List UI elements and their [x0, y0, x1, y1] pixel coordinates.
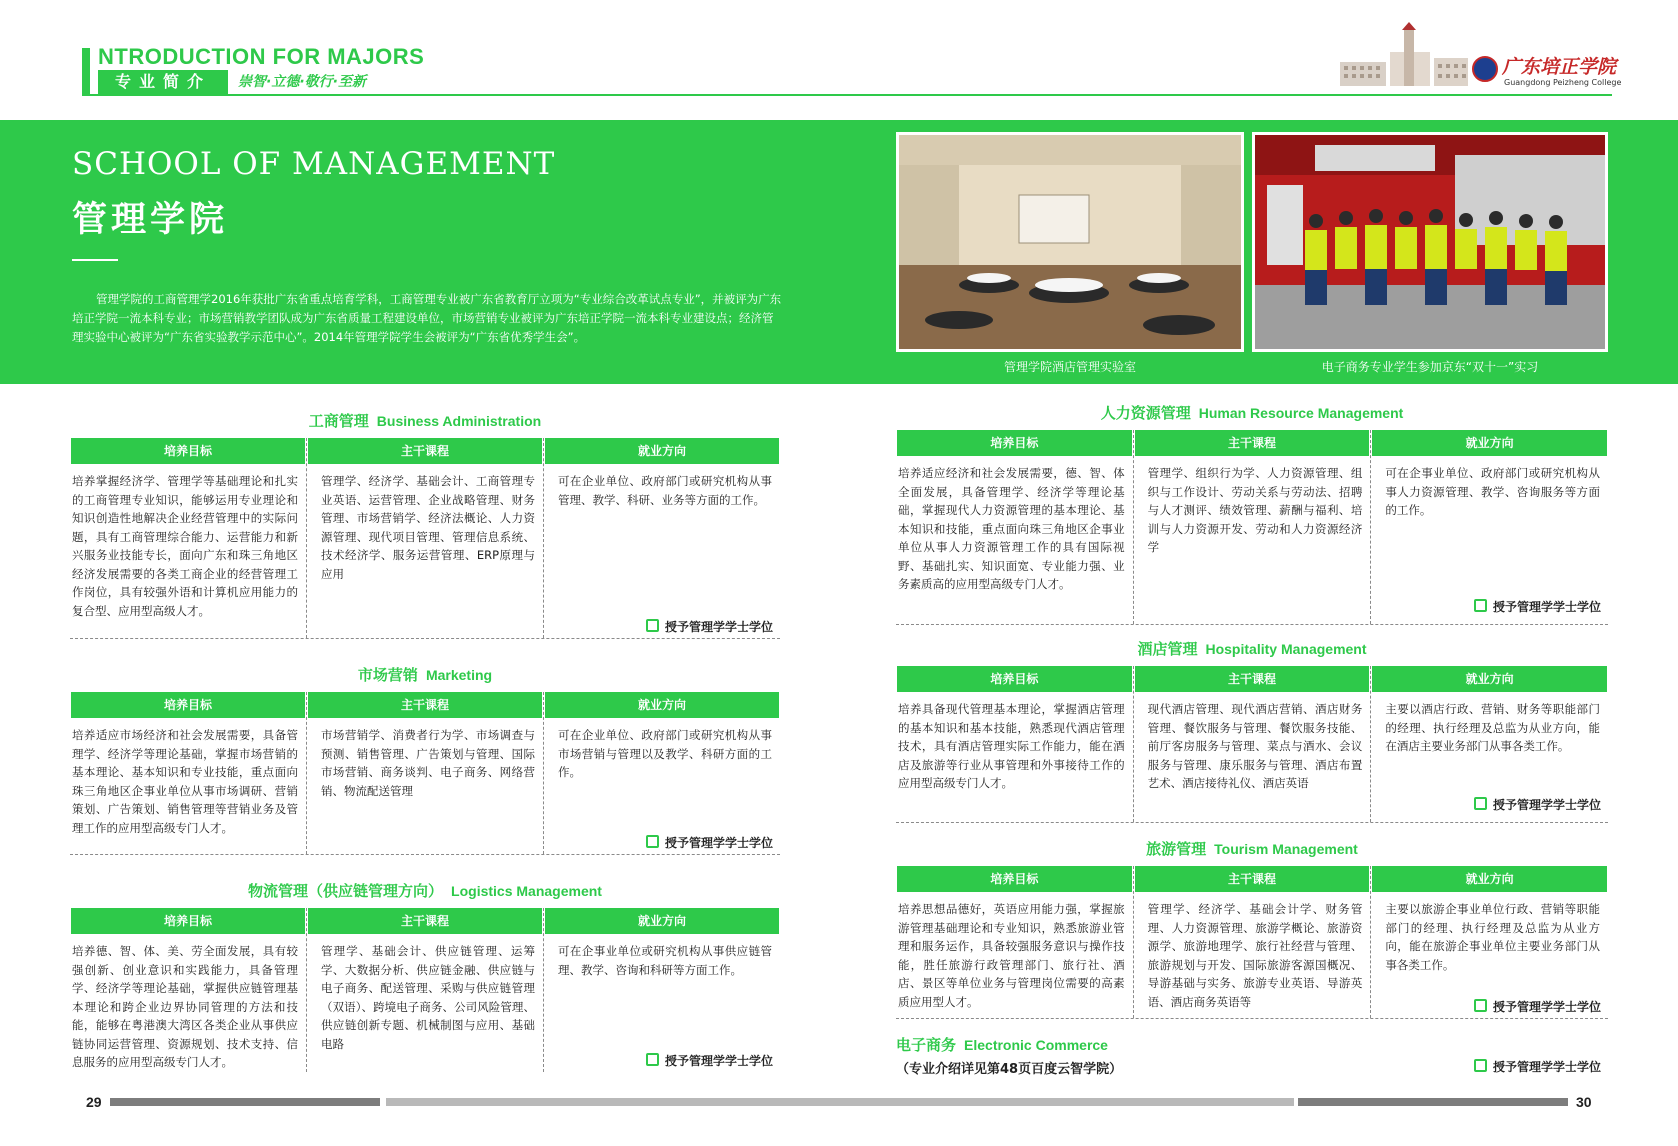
career-column — [1371, 866, 1608, 1018]
goal-text: 培养掌握经济学、管理学等基础理论和扎实的工商管理专业知识，能够运用专业理论和知识创造性地解决企业经营管理中的实际问题，具有工商管理综合能力、运营能力和新兴服务业技能专长，面向广东和珠三角地区经济发展需要的各类工商企业的经营管理工作岗位，具有较强外语和计算机应用能力的复合型、应用型高级人才。 — [72, 474, 298, 618]
goal-header: 培养目标 — [71, 438, 305, 464]
page-number-right: 30 — [1576, 1094, 1592, 1110]
degree-label: 授予管理学学士学位 — [1474, 998, 1601, 1015]
major-name-cn: 物流管理（供应链管理方向） — [248, 882, 444, 900]
major-title-marketing — [70, 664, 780, 685]
career-column — [544, 908, 780, 1072]
degree-label: 授予管理学学士学位 — [1474, 1058, 1601, 1075]
header-title-cn: 专业简介 — [98, 70, 228, 94]
courses-column — [1134, 430, 1372, 624]
career-header: 就业方向 — [1372, 430, 1607, 456]
courses-text: 现代酒店管理、现代酒店营销、酒店财务管理、餐饮服务与管理、餐饮服务技能、前厅客房服务与管理、菜点与酒水、会议服务与管理、康乐服务与管理、酒店布置艺术、酒店接待礼仪、酒店英语 — [1147, 702, 1363, 790]
checkbox-square-icon — [646, 619, 659, 632]
goal-text: 培养具备现代管理基本理论，掌握酒店管理的基本知识和基本技能，熟悉现代酒店管理技术，具有酒店管理实际工作能力，能在酒店及旅游等行业从事管理和外事接待工作的应用型高级专门人才。 — [898, 702, 1125, 790]
degree-label: 授予管理学学士学位 — [646, 834, 773, 851]
career-text: 可在企事业单位或研究机构从事供应链管理、教学、咨询和科研等方面工作。 — [558, 944, 772, 977]
goal-text: 培养适应市场经济和社会发展需要，具备管理学、经济学等理论基础，掌握市场营销的基本理论、基本知识和专业技能，重点面向珠三角地区企事业单位从事市场调研、营销策划、广告策划、销售管理等营销业务及管理工作的应用型高级专门人才。 — [72, 728, 298, 835]
career-text: 可在企业单位、政府部门或研究机构从事市场营销与管理以及教学、科研方面的工作。 — [558, 728, 772, 779]
career-text: 可在企事业单位、政府部门或研究机构从事人力资源管理、教学、咨询服务等方面的工作。 — [1385, 466, 1601, 517]
school-title-rule — [72, 259, 118, 261]
career-column — [1371, 430, 1608, 624]
major-title-human-resource — [896, 402, 1608, 423]
footer-bar-left — [110, 1098, 380, 1106]
school-name-en: SCHOOL OF MANAGEMENT — [72, 146, 556, 182]
courses-text: 市场营销学、消费者行为学、市场调查与预测、销售管理、广告策划与管理、国际市场营销、商务谈判、电子商务、网络营销、物流配送管理 — [321, 728, 535, 798]
courses-text: 管理学、经济学、基础会计、工商管理专业英语、运营管理、企业战略管理、财务管理、市场营销学、经济法概论、人力资源管理、现代项目管理、管理信息系统、技术经济学、服务运营管理、ERP原理与应用 — [321, 474, 535, 581]
courses-header: 主干课程 — [308, 908, 542, 934]
hotel-lab-photo — [896, 132, 1244, 352]
header-slogan: 崇智·立德·敬行·至新 — [238, 74, 366, 90]
page-number-left: 29 — [86, 1094, 102, 1110]
major-name-cn: 旅游管理 — [1146, 840, 1207, 858]
courses-text: 管理学、基础会计、供应链管理、运筹学、大数据分析、供应链金融、供应链与电子商务、配送管理、采购与供应链管理（双语）、跨境电子商务、公司风险管理、供应链创新专题、机械制图与应用、基础电路 — [321, 944, 535, 1051]
major-name-en: Tourism Management — [1214, 841, 1358, 857]
goal-column — [896, 666, 1134, 822]
major-name-en: Human Resource Management — [1198, 405, 1404, 421]
courses-column — [1134, 666, 1372, 822]
major-name-en: Business Administration — [376, 413, 542, 429]
ec-note: （专业介绍详见第48页百度云智学院） — [896, 1062, 1123, 1077]
major-title-tourism — [896, 838, 1608, 859]
major-name-en: Hospitality Management — [1205, 641, 1367, 657]
career-header: 就业方向 — [1372, 866, 1607, 892]
checkbox-square-icon — [1474, 797, 1487, 810]
courses-column — [307, 438, 544, 638]
major-name-cn: 工商管理 — [308, 412, 369, 430]
goal-header: 培养目标 — [71, 692, 305, 718]
major-name-en: Logistics Management — [451, 883, 602, 899]
checkbox-square-icon — [1474, 999, 1487, 1012]
degree-label: 授予管理学学士学位 — [646, 618, 773, 635]
major-table-marketing — [70, 692, 780, 855]
major-name-en: Electronic Commerce — [964, 1037, 1108, 1053]
goal-header: 培养目标 — [71, 908, 305, 934]
career-column — [544, 438, 780, 638]
major-title-business-administration — [70, 410, 780, 431]
footer-bar-center — [386, 1098, 1294, 1106]
career-text: 主要以旅游企事业单位行政、营销等职能部门的经理、执行经理及总监为从业方向，能在旅游企事业单位主要业务部门从事各类工作。 — [1385, 902, 1601, 972]
major-title-logistics — [70, 880, 780, 901]
school-name-cn: 管理学院 — [72, 200, 229, 240]
major-name-cn: 市场营销 — [357, 666, 418, 684]
major-table-logistics — [70, 908, 780, 1072]
campus-building-illustration — [1340, 22, 1470, 88]
major-table-human-resource — [896, 430, 1608, 625]
major-title-electronic-commerce — [896, 1034, 1108, 1055]
career-header: 就业方向 — [1372, 666, 1607, 692]
goal-text: 培养思想品德好，英语应用能力强，掌握旅游管理基础理论和专业知识，熟悉旅游业管理和服务运作，具备较强服务意识与操作技能，胜任旅游行政管理部门、旅行社、酒店、景区等单位业务与管理岗位需要的高素质应用型人才。 — [898, 902, 1125, 1009]
courses-header: 主干课程 — [308, 438, 542, 464]
goal-header: 培养目标 — [897, 430, 1132, 456]
goal-text: 培养德、智、体、美、劳全面发展，具有较强创新、创业意识和实践能力，具备管理学、经济学等理论基础，掌握供应链管理基本理论和跨企业边界协同管理的方法和技能，能够在粤港澳大湾区各类企业从事供应链协同运营管理、资源规划、技术支持、信息服务的应用型高级专门人才。 — [72, 944, 298, 1069]
goal-column — [70, 908, 307, 1072]
career-header: 就业方向 — [545, 692, 779, 718]
goal-text: 培养适应经济和社会发展需要，德、智、体全面发展，具备管理学、经济学等理论基础，掌握现代人力资源管理的基本理论、基本知识和技能，重点面向珠三角地区企事业单位从事人力资源管理工作的具有国际视野、基础扎实、知识面宽、专业能力强、业务素质高的应用型高级专门人才。 — [898, 466, 1125, 591]
career-text: 主要以酒店行政、营销、财务等职能部门的经理、执行经理及总监为从业方向，能在酒店主要业务部门从事各类工作。 — [1385, 702, 1601, 753]
courses-column — [307, 692, 544, 854]
career-header: 就业方向 — [545, 438, 779, 464]
degree-label: 授予管理学学士学位 — [1474, 796, 1601, 813]
goal-header: 培养目标 — [897, 866, 1132, 892]
college-name-cn: 广东培正学院 — [1502, 56, 1617, 78]
degree-label: 授予管理学学士学位 — [1474, 598, 1601, 615]
header-title-en: NTRODUCTION FOR MAJORS — [98, 44, 425, 69]
school-intro: 管理学院的工商管理学2016年获批广东省重点培育学科，工商管理专业被广东省教育厅立项为“专业综合改革试点专业”，并被评为广东培正学院一流本科专业；市场营销教学团队成为广东省质量工程建设单位，市场营销专业被评为广东培正学院一流本科专业建设点；经济管理实验中心被评为“广东省实验教学示范中心”。2014年管理学院学生会被评为“广东省优秀学生会”。 — [72, 292, 782, 344]
header-accent-bar — [82, 48, 90, 96]
students-jd-internship-photo — [1252, 132, 1608, 352]
major-title-hospitality — [896, 638, 1608, 659]
courses-header: 主干课程 — [1135, 866, 1370, 892]
goal-column — [70, 692, 307, 854]
career-text: 可在企业单位、政府部门或研究机构从事管理、教学、科研、业务等方面的工作。 — [558, 474, 772, 507]
footer-bar-right — [1298, 1098, 1568, 1106]
goal-column — [896, 430, 1134, 624]
college-seal-icon — [1472, 56, 1498, 82]
checkbox-square-icon — [1474, 599, 1487, 612]
header-rule — [82, 94, 1612, 96]
photo2-caption: 电子商务专业学生参加京东“双十一”实习 — [1321, 360, 1539, 374]
career-header: 就业方向 — [545, 908, 779, 934]
checkbox-square-icon — [1474, 1059, 1487, 1072]
checkbox-square-icon — [646, 835, 659, 848]
career-column — [544, 692, 780, 854]
major-name-cn: 电子商务 — [896, 1036, 957, 1054]
major-table-business-administration — [70, 438, 780, 639]
photo1-caption: 管理学院酒店管理实验室 — [1003, 360, 1136, 374]
goal-column — [70, 438, 307, 638]
major-name-cn: 酒店管理 — [1137, 640, 1198, 658]
courses-column — [1134, 866, 1372, 1018]
courses-column — [307, 908, 544, 1072]
courses-header: 主干课程 — [1135, 666, 1370, 692]
courses-text: 管理学、组织行为学、人力资源管理、组织与工作设计、劳动关系与劳动法、招聘与人才测评、绩效管理、薪酬与福利、培训与人力资源开发、劳动和人力资源经济学 — [1147, 466, 1363, 554]
goal-column — [896, 866, 1134, 1018]
college-name-en: Guangdong Peizheng College — [1504, 78, 1622, 87]
major-table-tourism — [896, 866, 1608, 1019]
courses-header: 主干课程 — [308, 692, 542, 718]
goal-header: 培养目标 — [897, 666, 1132, 692]
major-name-en: Marketing — [425, 667, 493, 683]
courses-text: 管理学、经济学、基础会计学、财务管理、人力资源管理、旅游学概论、旅游资源学、旅游地理学、旅行社经营与管理、旅游规划与开发、国际旅游客源国概况、导游基础与实务、旅游专业英语、导游英语、酒店商务英语等 — [1147, 902, 1363, 1009]
major-name-cn: 人力资源管理 — [1100, 404, 1191, 422]
checkbox-square-icon — [646, 1053, 659, 1066]
degree-label: 授予管理学学士学位 — [646, 1052, 773, 1069]
courses-header: 主干课程 — [1135, 430, 1370, 456]
